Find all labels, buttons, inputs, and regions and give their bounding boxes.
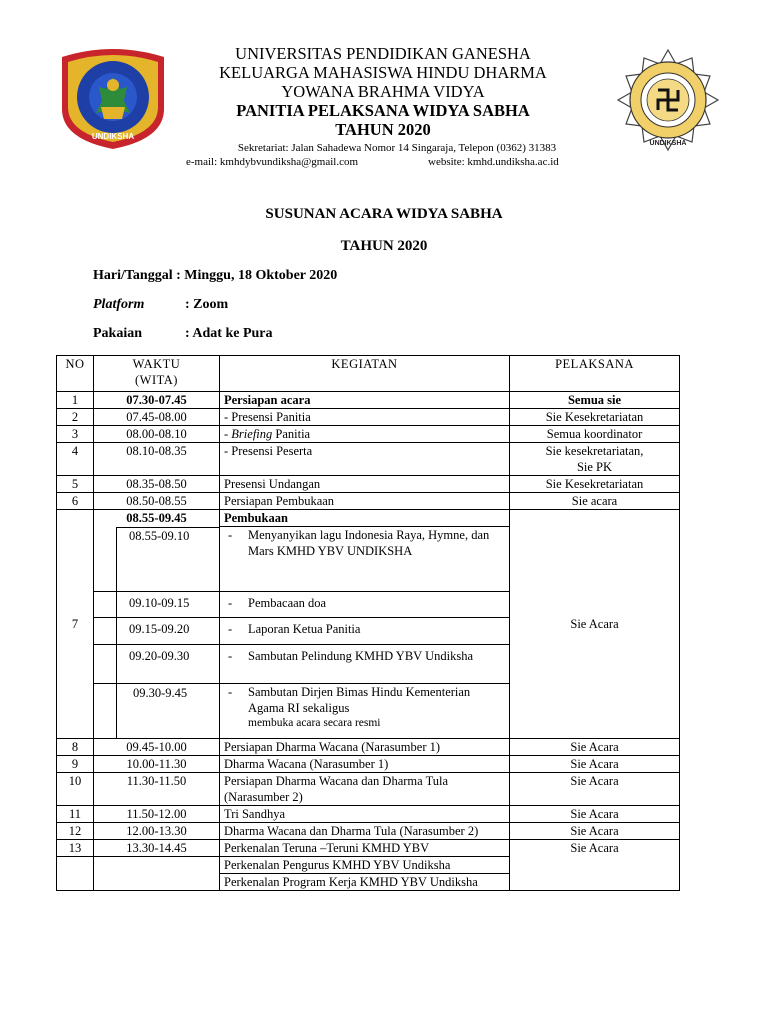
row-executor: Sie Acara <box>510 510 680 739</box>
sub-time: 08.55-09.10 <box>116 527 219 591</box>
row-time: 08.55-09.45 <box>94 510 220 527</box>
row-activity: - Briefing Panitia <box>220 426 510 443</box>
table-row <box>57 738 680 755</box>
row-no: 3 <box>57 426 94 443</box>
table-row <box>57 392 680 409</box>
row-time: 07.45-08.00 <box>94 409 220 426</box>
header-kegiatan: KEGIATAN <box>220 356 510 392</box>
table-row <box>57 493 680 510</box>
row-activity: - Presensi Peserta <box>220 443 510 476</box>
row-time: 09.45-10.00 <box>94 738 220 755</box>
table-row <box>57 805 680 822</box>
row-time: 11.30-11.50 <box>94 772 220 805</box>
row-activity: - Presensi Panitia <box>220 409 510 426</box>
sub-activity: - Laporan Ketua Panitia <box>220 617 510 644</box>
sub-activity: - Pembacaan doa <box>220 591 510 617</box>
row-no: 1 <box>57 392 94 409</box>
header-waktu: WAKTU (WITA) <box>94 356 220 392</box>
letterhead-suborganization: YOWANA BRAHMA VIDYA <box>281 82 485 101</box>
row-executor: Sie Acara <box>510 805 680 822</box>
logo-right-bottom-text: UNDIKSHA <box>649 140 687 147</box>
letterhead-organization: KELUARGA MAHASISWA HINDU DHARMA <box>219 63 547 82</box>
row-time: 08.10-08.35 <box>94 443 220 476</box>
sub-time: 09.30-9.45 <box>116 684 219 738</box>
row-activity: Perkenalan Program Kerja KMHD YBV Undiksha <box>220 873 510 890</box>
row-executor: Sie Acara <box>510 839 680 890</box>
info-attire-value: : Adat ke Pura <box>185 326 273 341</box>
sub-activity: - Sambutan Pelindung KMHD YBV Undiksha <box>220 644 510 683</box>
row-no: 8 <box>57 738 94 755</box>
document-year: TAHUN 2020 <box>340 238 428 254</box>
row-activity: Persiapan Pembukaan <box>220 493 510 510</box>
row-executor: Sie acara <box>510 493 680 510</box>
row-activity: Dharma Wacana (Narasumber 1) <box>220 755 510 772</box>
sub-activity: - Menyanyikan lagu Indonesia Raya, Hymne, dan Mars KMHD YBV UNDIKSHA <box>220 527 510 592</box>
header-pelaksana: PELAKSANA <box>510 356 680 392</box>
row-time: 13.30-14.45 <box>94 839 220 856</box>
table-row <box>57 822 680 839</box>
table-row <box>57 772 680 805</box>
row-time: 07.30-07.45 <box>94 392 220 409</box>
row-activity: Perkenalan Teruna –Teruni KMHD YBV <box>220 839 510 856</box>
letterhead-website: website: kmhd.undiksha.ac.id <box>428 156 559 168</box>
header-no: NO <box>57 356 94 392</box>
row-time: 10.00-11.30 <box>94 755 220 772</box>
letterhead-committee: PANITIA PELAKSANA WIDYA SABHA <box>236 101 530 120</box>
info-platform-value: : Zoom <box>185 297 229 312</box>
row-executor: Semua sie <box>510 392 680 409</box>
row-executor: Sie kesekretariatan, Sie PK <box>510 443 680 476</box>
letterhead-year: TAHUN 2020 <box>335 120 431 139</box>
table-row <box>57 443 680 476</box>
sub-time-cell <box>94 617 220 644</box>
info-attire-label: Pakaian <box>93 326 143 341</box>
row-executor: Sie Kesekretariatan <box>510 409 680 426</box>
table-row-opening <box>57 510 680 527</box>
sub-time: 09.20-09.30 <box>116 645 219 683</box>
table-row <box>57 476 680 493</box>
row-executor: Sie Acara <box>510 738 680 755</box>
row-activity: Pembukaan <box>220 510 510 527</box>
row-time: 08.35-08.50 <box>94 476 220 493</box>
row-no: 7 <box>57 510 94 739</box>
sub-time-cell <box>94 527 220 592</box>
row-executor: Sie Acara <box>510 755 680 772</box>
table-row <box>57 409 680 426</box>
logo-left-bottom-text: UNDIKSHA <box>91 132 135 141</box>
row-no: 9 <box>57 755 94 772</box>
row-activity: Persiapan Dharma Wacana dan Dharma Tula (Narasumber 2) <box>220 772 510 805</box>
row-no: 13 <box>57 839 94 856</box>
sub-activity: - Sambutan Dirjen Bimas Hindu Kementerian Agama RI sekaligus membuka acara secara resmi <box>220 683 510 738</box>
sub-time-cell <box>94 683 220 738</box>
kmhd-ybv-emblem-icon <box>614 46 722 154</box>
document-title: SUSUNAN ACARA WIDYA SABHA <box>265 206 503 222</box>
row-executor: Sie Kesekretariatan <box>510 476 680 493</box>
row-executor: Sie Acara <box>510 772 680 805</box>
row-time: 12.00-13.30 <box>94 822 220 839</box>
table-row <box>57 839 680 856</box>
letterhead-address: Sekretariat: Jalan Sahadewa Nomor 14 Singaraja, Telepon (0362) 31383 <box>237 142 557 154</box>
row-no: 10 <box>57 772 94 805</box>
row-activity: Dharma Wacana dan Dharma Tula (Narasumber 2) <box>220 822 510 839</box>
row-activity: Perkenalan Pengurus KMHD YBV Undiksha <box>220 856 510 873</box>
row-executor: Semua koordinator <box>510 426 680 443</box>
row-time: 08.50-08.55 <box>94 493 220 510</box>
row-activity: Tri Sandhya <box>220 805 510 822</box>
sub-time-cell <box>94 591 220 617</box>
info-date: Hari/Tanggal : Minggu, 18 Oktober 2020 <box>93 268 338 283</box>
sub-activity-note: membuka acara secara resmi <box>248 716 381 729</box>
letterhead-email: e-mail: kmhdybvundiksha@gmail.com <box>186 156 359 168</box>
row-time: 08.00-08.10 <box>94 426 220 443</box>
info-platform-label: Platform <box>93 297 145 312</box>
row-activity: Persiapan acara <box>220 392 510 409</box>
row-time-empty <box>94 856 220 890</box>
row-no: 5 <box>57 476 94 493</box>
schedule-table <box>56 355 680 891</box>
table-header-row <box>57 356 680 392</box>
row-no: 11 <box>57 805 94 822</box>
row-no: 12 <box>57 822 94 839</box>
row-activity: Persiapan Dharma Wacana (Narasumber 1) <box>220 738 510 755</box>
row-executor: Sie Acara <box>510 822 680 839</box>
row-no: 6 <box>57 493 94 510</box>
letterhead-university: UNIVERSITAS PENDIDIKAN GANESHA <box>235 44 531 63</box>
table-row <box>57 755 680 772</box>
sub-time: 09.10-09.15 <box>116 592 219 617</box>
sub-time: 09.15-09.20 <box>116 618 219 644</box>
row-no: 4 <box>57 443 94 476</box>
row-no-empty <box>57 856 94 890</box>
row-activity: Presensi Undangan <box>220 476 510 493</box>
sub-time-cell <box>94 644 220 683</box>
table-row <box>57 426 680 443</box>
row-time: 11.50-12.00 <box>94 805 220 822</box>
letterhead <box>150 44 616 156</box>
row-no: 2 <box>57 409 94 426</box>
